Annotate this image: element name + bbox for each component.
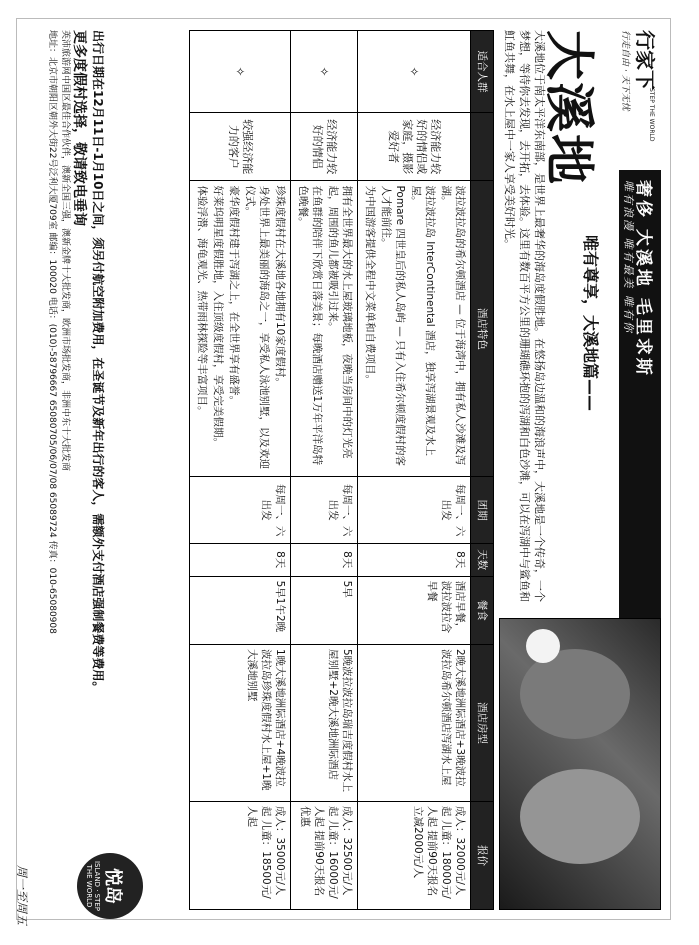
notice-line2: 更多度假村选择，敬请致电垂询: [71, 30, 87, 226]
departure: 每周一、六出发: [291, 477, 358, 543]
flower-icon: [526, 629, 560, 663]
feature-item: 好莱坞明星度假胜地，入住顶级度假村，享受完美假期。: [212, 185, 224, 448]
hotel-room: 1晚大溪地洲际酒店+4晚波拉波拉岛珍珠度假村水上屋+1晚大溪地别墅: [190, 644, 291, 801]
footer-company: 英沛旅游网中国区最佳合作伙伴，澳新全国三强，澳新金牌十大批发商，欧洲市场批发商，非洲中东十大批发商: [60, 30, 70, 472]
meals: 5早1午2晚: [190, 576, 291, 644]
feature-item: Pomare 四世皇后的私人岛屿 — 只有入住希尔顿度假村的客人才能前往。: [380, 185, 406, 467]
brand-logo: [615, 30, 661, 162]
footer: [45, 30, 71, 910]
row-star: ✧: [190, 31, 291, 113]
col-header: 酒店房型: [471, 644, 494, 801]
hotel-features: [358, 181, 471, 477]
logo-en: STEP THE WORLD: [648, 88, 655, 142]
face-image: [520, 649, 630, 739]
slogan-line2: 唯有浪漫 唯有最美 唯有你: [622, 180, 635, 334]
target-group: 经济能力较好的情侣或家庭，摄影爱好者: [358, 113, 471, 181]
notice: [70, 30, 107, 910]
hotel-features: [190, 181, 291, 477]
meals: 酒店早餐，波拉波拉含早餐: [358, 576, 471, 644]
logo-text: 行家下: [633, 30, 657, 90]
table-row: [190, 31, 291, 910]
header: [501, 30, 661, 910]
hotel-room: 5晚波拉波拉岛瑞吉度假村水上屋别墅+2晚大溪地洲际酒店: [291, 644, 358, 801]
table-row: [358, 31, 471, 910]
departure: 每周一、六出发: [358, 477, 471, 543]
price: 成人：32500元/人起 儿童：16000元/人起 提前90天报名优惠: [291, 801, 358, 909]
slogan-line1: 奢侈 大溪地 毛里求斯: [633, 180, 653, 378]
price: 成人：32000元/人起 儿童：18000元/人起 提前90天报名立减2000元/人: [358, 801, 471, 909]
meals: 5早: [291, 576, 358, 644]
hotel-room: 2晚大溪地洲际酒店+3晚波拉波拉岛希尔顿酒店泻湖水上屋: [358, 644, 471, 801]
feature-item: 拥有全世界最大的水上屋玻璃地板，夜晚当房间中的灯光亮起，周围的鱼儿都被吸引过来。: [327, 185, 353, 459]
col-header: 天数: [471, 543, 494, 576]
hotel-features: [291, 181, 358, 477]
stamp-subtitle: ISLAND · STEP THE WORLD: [85, 860, 101, 912]
signature: 周一至周五: [15, 864, 29, 925]
feature-item: 为中国游客提供全程中文菜单和自费项目。: [364, 185, 376, 385]
feature-item: 体验浮潜、海龟观光、热带雨林探险等丰富项目。: [196, 185, 208, 417]
target-group: 经济能力较好的情侣: [291, 113, 358, 181]
days: 8天: [190, 543, 291, 576]
feature-item: 波拉波拉岛的希尔顿酒店 — 位于海湾中，拥有私人沙滩及泻湖。: [440, 185, 466, 466]
footer-address: 地址：北京市朝阳区朝外大街22号泛利大厦709室 邮编：100020 电话：(010)-58796667 65080705/06/07/08 65089724 传真：010-65080908: [47, 30, 57, 634]
page-subtitle: 唯有尊享，大溪地篇——: [581, 235, 600, 412]
col-header: 报价: [471, 801, 494, 909]
island-stamp: [77, 853, 143, 919]
feature-item: 珍珠度假村在大溪地各地拥有10家度假村。: [274, 185, 286, 388]
row-star: ✧: [291, 31, 358, 113]
target-group: 较强经济能力的客户: [190, 113, 291, 181]
feature-item: 豪华度假村建于泻湖之上，在全世界享有盛誉。: [228, 185, 240, 406]
face-image: [520, 769, 640, 864]
notice-line1: 出行日期在12月11日-1月10日之间，须另付航空附加费用，在圣诞节及新年出行的客人，需额外支付酒店强制餐费等费用。: [91, 30, 105, 694]
price: 成人：35000元/人起 儿童：18500元/人起: [190, 801, 291, 909]
col-header: [471, 113, 494, 181]
logo-subtitle: 行走自由 · 天下无忧: [620, 30, 630, 111]
col-header: 酒店特色: [471, 181, 494, 477]
row-star: ✧: [358, 31, 471, 113]
days: 8天: [358, 543, 471, 576]
slogan-bar: [619, 170, 661, 620]
table-header-row: [471, 31, 494, 910]
days: 8天: [291, 543, 358, 576]
col-header: 团期: [471, 477, 494, 543]
departure: 每周一、六出发: [190, 477, 291, 543]
feature-item: 身处世界上最美丽的海岛之一，享受私人泳池别墅，以及欢迎仪式。: [244, 185, 270, 469]
stamp-title: 悦岛: [102, 868, 123, 904]
intro-text: 大溪地位于南太平洋东南部，是世界上最奢华的海岛度假胜地。在悠扬岛边温和的海浪声中，大溪地是一个传奇，一个梦想，等待你去发现，去开拓，去体验。这里有数百平方公里的珊瑚礁环抱的泻湖和白色沙滩，可以在泻湖中与鲨鱼和魟鱼共舞，在水上屋中一家人享受美好时光。: [503, 30, 546, 602]
page-title: 大溪地: [540, 30, 599, 186]
tour-table: [189, 30, 494, 910]
col-header: 适合人群: [471, 31, 494, 113]
feature-item: 波拉波拉岛 InterContinental 酒店，独享泻湖景观及水上屋。: [410, 185, 436, 456]
col-header: 餐食: [471, 576, 494, 644]
feature-item: 在鱼群的陪伴下欣赏日落美景；每晚酒店赠送1万年平洋岛特色晚餐。: [297, 185, 323, 466]
couple-photo: [499, 618, 661, 910]
table-row: [291, 31, 358, 910]
